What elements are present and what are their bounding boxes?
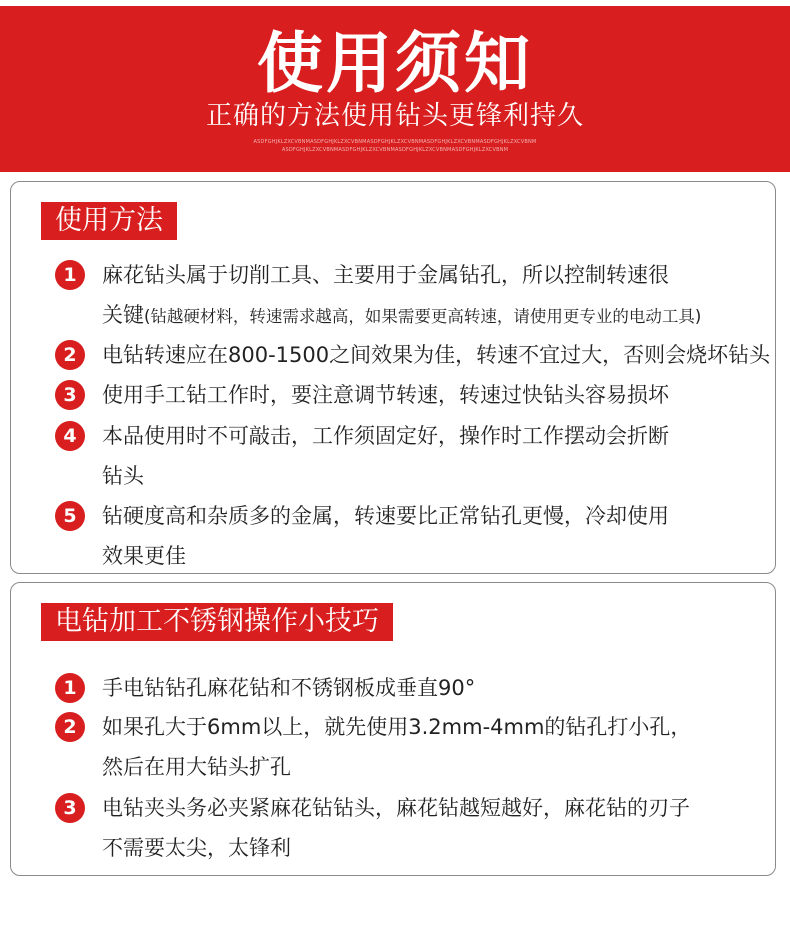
tips-item-2-line-1: 如果孔大于6mm以上，就先使用3.2mm-4mm的钻孔打小孔， [102,715,692,739]
decorative-letter-line-1: ASDFGHJKLZXCVBNMASDFGHJKLZXCVBNMASDFGHJKLZXCVBNMASDFGHJKLZXCVBNMASDFGHJKLZXCVBNM [253,139,537,145]
tips-item-2-line-2: 然后在用大钻头扩孔 [102,755,291,779]
number-1-badge-icon: 1 [55,260,85,290]
number-5-badge-icon: 5 [55,501,85,531]
decorative-letter-strip [0,138,790,154]
usage-item-2-text: 电钻转速应在800-1500之间效果为佳，转速不宜过大，否则会烧坏钻头 [102,343,771,367]
number-1-badge-icon: 1 [55,673,85,703]
usage-card [10,181,776,574]
usage-item-4-line-2: 钻头 [102,464,144,488]
usage-item-4-line-1: 本品使用时不可敲击，工作须固定好，操作时工作摆动会折断 [102,424,669,448]
number-3-badge-icon: 3 [55,793,85,823]
header-banner [0,6,790,172]
usage-item-3-text: 使用手工钻工作时，要注意调节转速，转速过快钻头容易损坏 [102,383,669,407]
stainless-tips-section-title: 电钻加工不锈钢操作小技巧 [41,603,393,641]
usage-item-5-line-2: 效果更佳 [102,544,186,568]
usage-item-1-note: (钻越硬材料，转速需求越高，如果需要更高转速，请使用更专业的电动工具) [144,307,702,326]
number-4-badge-icon: 4 [55,421,85,451]
page-subtitle: 正确的方法使用钻头更锋利持久 [205,101,584,131]
usage-item-1-line-1: 麻花钻头属于切削工具、主要用于金属钻孔，所以控制转速很 [102,263,669,287]
usage-item-5-text [102,496,772,576]
decorative-letter-line-2: ASDFGHJKLZXCVBNMASDFGHJKLZXCVBNMASDFGHJKLZXCVBNMASDFGHJKLZXCVBNM [281,147,509,153]
tips-item-3-line-2: 不需要太尖，太锋利 [102,836,291,860]
stainless-tips-card [10,582,776,876]
number-2-badge-icon: 2 [55,340,85,370]
number-2-badge-icon: 2 [55,712,85,742]
tips-item-1-text: 手电钻钻孔麻花钻和不锈钢板成垂直90° [102,676,476,700]
usage-item-5-line-1: 钻硬度高和杂质多的金属，转速要比正常钻孔更慢，冷却使用 [102,504,669,528]
usage-item-4-text [102,416,772,496]
usage-item-1-line-2: 关键 [102,303,144,327]
number-3-badge-icon: 3 [55,380,85,410]
page-title: 使用须知 [257,25,533,102]
usage-item-1-text [102,255,772,337]
tips-item-3-line-1: 电钻夹头务必夹紧麻花钻钻头，麻花钻越短越好，麻花钻的刃子 [102,796,690,820]
tips-item-2-text [102,707,772,787]
usage-section-title: 使用方法 [41,202,177,240]
tips-item-3-text [102,788,772,868]
